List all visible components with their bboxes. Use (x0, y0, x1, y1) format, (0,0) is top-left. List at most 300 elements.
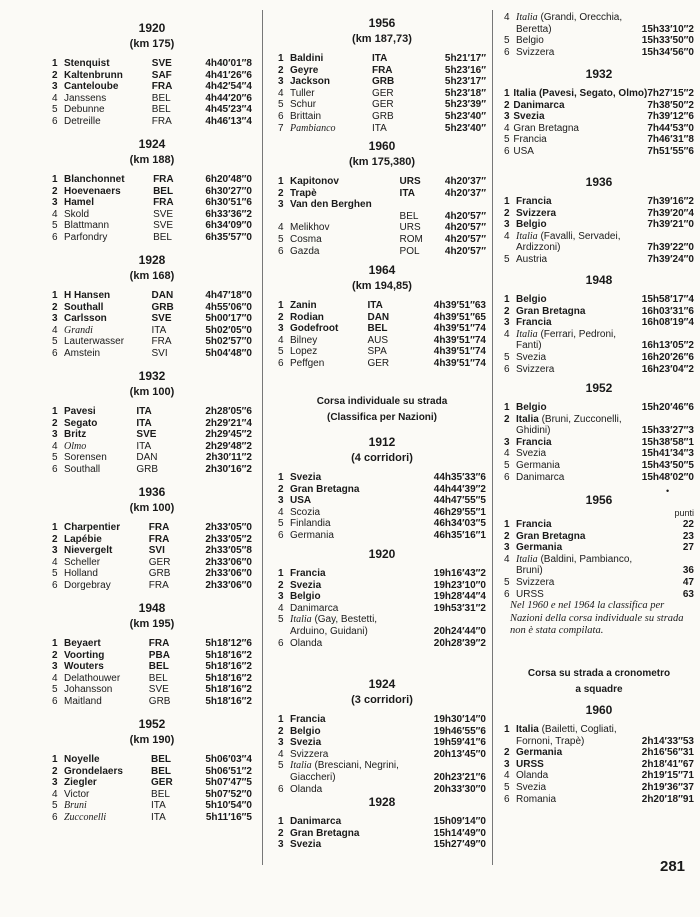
result-block (52, 252, 252, 360)
finish-time: 5h06′03″4 (205, 754, 252, 765)
section-subheading: a squadre (575, 684, 623, 695)
year-heading: 1932 (585, 67, 613, 81)
nation-code: BEL (153, 231, 172, 243)
position: 2 (278, 187, 284, 199)
finish-time: 15h41′34″3 (641, 448, 694, 460)
nation-code: AUS (367, 334, 389, 346)
finish-time: 16h23′04″2 (641, 363, 694, 375)
result-table (52, 754, 252, 824)
finish-time: 4h20′57″ (444, 233, 486, 245)
result-row (504, 519, 694, 531)
position: 2 (504, 305, 510, 317)
result-block (52, 136, 252, 244)
entry-name: Danimarca (516, 471, 565, 483)
entry-name-main: Italia (290, 614, 312, 626)
position: 4 (278, 506, 284, 518)
nation-code: GER (148, 556, 171, 568)
position: 2 (52, 69, 58, 81)
section-heading: Corsa individuale su strada (316, 396, 448, 407)
finish-time: 23 (682, 530, 694, 542)
result-row (52, 220, 252, 232)
finish-time: 7h38′50″2 (647, 99, 694, 111)
finish-time: 63 (682, 588, 694, 600)
position: 2 (278, 483, 284, 495)
result-row (278, 614, 486, 637)
distance-heading: (km 188) (129, 154, 175, 166)
finish-time: 4h39′51″65 (433, 311, 486, 323)
result-row (278, 495, 486, 507)
nation-code: URS (399, 222, 421, 234)
finish-time: 19h28′44″4 (433, 591, 486, 603)
result-block (52, 20, 252, 128)
result-row (278, 760, 486, 783)
position: 1 (52, 522, 58, 533)
nation-code: BEL (151, 788, 170, 800)
rider-name: Grandi (64, 324, 93, 336)
finish-time: 2h14′33″53 (641, 735, 694, 747)
rider-name: Segato (64, 417, 98, 429)
entry-name: Svezia (290, 472, 322, 483)
year-heading: 1952 (585, 381, 613, 395)
distance-heading: (km 194,85) (352, 280, 412, 292)
finish-time: 19h30′14″0 (433, 714, 486, 725)
result-table (504, 294, 694, 375)
result-row (278, 123, 486, 135)
position: 3 (504, 317, 510, 329)
nation-code: DAN (367, 311, 390, 323)
position: 5 (52, 452, 58, 464)
finish-time: 7h44′53″0 (647, 122, 694, 134)
position: 6 (504, 471, 510, 483)
points-label: punti (674, 508, 694, 518)
nation-code: ITA (399, 187, 415, 199)
result-row (52, 302, 252, 314)
rider-name: Noyelle (64, 754, 100, 765)
position: 5 (52, 568, 58, 580)
position: 3 (278, 839, 284, 851)
position: 5 (278, 760, 284, 772)
result-row (52, 93, 252, 105)
entry-name: Italia (Ferrari, Pedroni, Fanti) (516, 328, 617, 352)
position: 1 (278, 714, 284, 725)
result-table (504, 724, 694, 805)
position: 2 (52, 765, 58, 777)
position: 1 (278, 53, 284, 64)
nation-code: SVE (153, 208, 174, 220)
position: 1 (504, 88, 510, 99)
finish-time: 7h46′31″8 (647, 134, 694, 146)
position: 3 (504, 758, 510, 770)
finish-time: 4h55′06″0 (205, 301, 252, 313)
entry-name: Italia (Bailetti, Cogliati, Fornoni, Trapè) (516, 724, 617, 747)
position: 5 (278, 233, 284, 245)
nation-code: ITA (371, 53, 388, 64)
result-row (52, 464, 252, 476)
entry-name: Francia (513, 134, 547, 146)
position: 4 (52, 556, 58, 568)
entry-name: Svezia (516, 448, 547, 460)
position: 1 (278, 472, 284, 483)
nation-code: FRA (151, 336, 172, 348)
finish-time: 2h33′05″8 (205, 545, 252, 557)
nation-code: GRB (148, 695, 171, 707)
nation-code: FRA (148, 522, 170, 533)
position: 4 (504, 12, 510, 23)
finish-time: 2h33′05″0 (205, 522, 252, 533)
position: 1 (504, 724, 510, 735)
nation-code: SVI (148, 545, 165, 557)
finish-time: 4h20′57″ (444, 245, 486, 257)
finish-time: 44h47′55″5 (433, 495, 486, 507)
finish-time: 4h39′51″63 (433, 300, 486, 311)
nation-code: FRA (148, 533, 170, 545)
result-table (52, 290, 252, 360)
result-table (52, 174, 252, 244)
position: 2 (52, 533, 58, 545)
rider-name: Godefroot (290, 323, 339, 335)
year-heading: 1928 (138, 253, 166, 267)
finish-time: 19h53′31″2 (433, 602, 486, 614)
entry-name: Belgio (516, 35, 544, 47)
position: 3 (504, 436, 510, 448)
position: 5 (504, 351, 510, 363)
year-heading: 1920 (138, 21, 166, 35)
entry-name: Gran Bretagna (516, 305, 586, 317)
result-row (504, 472, 694, 484)
position: 5 (504, 253, 510, 265)
nation-code: BEL (399, 210, 419, 222)
rider-name: Grondelaers (64, 765, 123, 777)
rider-name: Maitland (64, 695, 102, 707)
finish-time: 4h39′51″74 (433, 323, 486, 335)
rider-name: Canteloube (64, 81, 119, 93)
entry-name: Francia (516, 196, 552, 207)
nation-code: FRA (153, 174, 174, 185)
rider-name: Southall (64, 463, 101, 475)
result-row (52, 534, 252, 546)
nation-code: BEL (151, 754, 172, 765)
nation-code: SVI (151, 347, 168, 359)
nation-code: GRB (148, 568, 171, 580)
position: 3 (52, 313, 58, 325)
position: 6 (52, 231, 58, 243)
year-heading: 1960 (368, 139, 396, 153)
result-block (52, 716, 252, 824)
position: 5 (52, 104, 58, 116)
position: 6 (52, 579, 58, 591)
result-row (52, 174, 252, 186)
entry-name: Svezia (516, 351, 547, 363)
rider-name: Pavesi (64, 406, 96, 417)
result-row (504, 414, 694, 437)
result-row (504, 460, 694, 472)
result-row (52, 70, 252, 82)
entry-name: Francia (516, 317, 552, 329)
finish-time: 2h33′06″0 (205, 568, 252, 580)
nation-code: FRA (153, 197, 174, 209)
entry-name: USA (290, 495, 312, 507)
result-row (278, 99, 486, 111)
position: 3 (52, 545, 58, 557)
result-row (504, 747, 694, 759)
finish-time: 20h24′44″0 (433, 625, 486, 637)
finish-time: 2h18′41″67 (641, 758, 694, 770)
position: 4 (504, 122, 510, 134)
distance-heading: (km 168) (129, 270, 175, 282)
result-table (504, 196, 694, 266)
entry-name: Danimarca (290, 816, 342, 827)
entry-name-main: Italia (290, 760, 312, 772)
position: 2 (278, 725, 284, 737)
position: 4 (278, 602, 284, 614)
finish-time: 15h20′46″6 (641, 402, 694, 413)
position: 4 (278, 748, 284, 760)
result-row (278, 737, 486, 749)
result-row (278, 335, 486, 347)
result-block (504, 380, 694, 483)
result-row (52, 58, 252, 70)
position: 5 (52, 800, 58, 812)
finish-time: 2h29′48″2 (205, 440, 252, 452)
year-heading: 1924 (138, 137, 166, 151)
result-table (504, 12, 694, 58)
nation-code: SPA (367, 346, 387, 358)
distance-heading: (km 195) (129, 618, 175, 630)
rider-name: Lopez (290, 346, 318, 358)
result-row (278, 246, 486, 258)
position: 6 (278, 637, 284, 649)
position: 1 (504, 196, 510, 207)
result-row (278, 234, 486, 246)
finish-time: 2h30′16″2 (205, 463, 252, 475)
finish-time: 27 (682, 542, 694, 554)
finish-time: 5h18′16″2 (205, 672, 252, 684)
finish-time: 20h13′45″0 (433, 748, 486, 760)
finish-time: 15h48′02″0 (641, 471, 694, 483)
finish-time: 5h00′17″0 (205, 313, 252, 325)
rider-name (290, 211, 400, 223)
position: 4 (504, 230, 510, 242)
nation-code: ROM (399, 233, 423, 245)
finish-time: 4h20′37″ (444, 176, 486, 187)
column-divider (492, 10, 493, 865)
nation-code: FRA (151, 115, 172, 127)
nation-code: BEL (148, 661, 169, 673)
rider-name: Hoevenaers (64, 185, 121, 197)
position: 3 (278, 76, 284, 88)
result-row (52, 429, 252, 441)
finish-time: 15h33′50″0 (641, 35, 694, 47)
result-row (52, 696, 252, 708)
finish-time: 4h39′51″74 (433, 346, 486, 358)
position: 4 (504, 770, 510, 782)
position (278, 211, 290, 223)
position: 2 (504, 530, 510, 542)
entry-name: Svezia (290, 737, 322, 749)
nation-code: BEL (153, 185, 174, 197)
finish-time: 44h44′39″2 (433, 483, 486, 495)
entry-name: Belgio (290, 725, 321, 737)
finish-time: 15h34′56″0 (641, 46, 694, 58)
distance-heading: (km 175,380) (348, 156, 416, 168)
position: 1 (278, 176, 284, 187)
position: 3 (52, 429, 58, 441)
rider-name: Jackson (290, 76, 331, 88)
finish-time: 2h16′56″31 (641, 747, 694, 759)
position: 1 (52, 638, 58, 649)
rider-name: Wouters (64, 661, 104, 673)
position: 2 (278, 311, 284, 323)
entry-name: Francia (290, 714, 326, 725)
result-table (278, 714, 486, 795)
result-block (278, 262, 486, 370)
position: 2 (52, 649, 58, 661)
result-row (278, 839, 486, 851)
rider-name: Charpentier (64, 522, 121, 533)
finish-time: 7h39′20″4 (647, 207, 694, 219)
finish-time: 5h02′05″0 (205, 324, 252, 336)
entry-name: Francia (290, 568, 326, 579)
nation-code: SAF (151, 69, 172, 81)
rider-name: Victor (64, 788, 90, 800)
rider-name: Zucconelli (64, 811, 107, 823)
distance-heading: (km 100) (129, 502, 175, 514)
finish-time: 46h35′16″1 (433, 529, 486, 541)
rider-name: Blanchonnet (64, 174, 125, 185)
rider-name: Blattmann (64, 220, 110, 232)
result-row (278, 530, 486, 542)
nation-code: FRA (148, 638, 170, 649)
entry-name-main: Italia (516, 724, 539, 735)
position: 6 (278, 357, 284, 369)
result-row (278, 507, 486, 519)
position: 3 (52, 777, 58, 789)
rider-name: Peffgen (290, 357, 325, 369)
position: 2 (504, 99, 510, 111)
entry-name: Italia (Bresciani, Negrini, Giaccheri) (290, 760, 399, 783)
result-row (52, 638, 252, 650)
result-row (504, 231, 694, 254)
finish-time: 2h29′45″2 (205, 429, 252, 441)
position: 2 (52, 185, 58, 197)
position: 1 (52, 174, 58, 185)
position: 1 (52, 406, 58, 417)
result-row (504, 402, 694, 414)
nation-code: SVE (153, 220, 174, 232)
finish-time: 5h21′17″ (444, 53, 486, 64)
finish-time: 7h39′21″0 (647, 219, 694, 231)
position: 6 (52, 695, 58, 707)
result-row (278, 111, 486, 123)
position: 4 (52, 440, 58, 452)
position: 4 (504, 553, 510, 565)
finish-time: 7h51′55″6 (647, 145, 694, 157)
rider-name: Beyaert (64, 638, 101, 649)
result-row (278, 518, 486, 530)
entry-name: Gran Bretagna (513, 122, 579, 134)
position: 4 (278, 334, 284, 346)
rider-name: Lapébie (64, 533, 102, 545)
entry-name: Gran Bretagna (290, 827, 360, 839)
position: 5 (504, 35, 510, 47)
finish-time: 44h35′33″6 (433, 472, 486, 483)
entry-name: Finlandia (290, 518, 331, 530)
result-block (504, 272, 694, 375)
nation-code: GER (151, 777, 173, 789)
result-table (504, 88, 694, 158)
result-row (504, 146, 694, 158)
year-heading: 1928 (368, 795, 396, 809)
finish-time: 4h40′01″8 (205, 58, 252, 69)
rider-name: Skold (64, 208, 90, 220)
rider-name: Schur (290, 99, 317, 111)
year-heading: 1956 (585, 493, 613, 507)
finish-time: 7h39′12″6 (647, 111, 694, 123)
nation-code: PBA (148, 649, 170, 661)
finish-time: 15h33′10″2 (641, 23, 694, 35)
finish-time: 36 (682, 565, 694, 577)
result-row (278, 591, 486, 603)
year-heading: 1948 (138, 601, 166, 615)
result-table (504, 402, 694, 483)
result-table (278, 300, 486, 370)
result-row (52, 452, 252, 464)
position: 4 (52, 788, 58, 800)
finish-time: 5h23′16″ (444, 64, 486, 76)
entry-name: Danimarca (513, 99, 565, 111)
rider-name: Kaltenbrunn (64, 69, 123, 81)
position: 2 (504, 207, 510, 219)
finish-time: 4h41′26″6 (205, 69, 252, 81)
result-row (504, 364, 694, 376)
entry-name: Belgio (516, 294, 547, 305)
finish-time: 6h30′51″6 (205, 197, 252, 209)
result-row (52, 81, 252, 93)
entry-name: Italia (Pavesi, Segato, Olmo) (513, 88, 648, 99)
rider-name: Melikhov (290, 222, 330, 234)
position: 2 (52, 301, 58, 313)
result-block (504, 12, 694, 58)
result-row (278, 188, 486, 200)
entry-name-main: Italia (516, 12, 538, 23)
finish-time: 7h27′15″2 (647, 88, 694, 99)
result-row (278, 222, 486, 234)
result-row (52, 418, 252, 430)
finish-time: 15h43′50″5 (641, 459, 694, 471)
nation-code: BEL (367, 323, 388, 335)
entry-name: Svizzera (516, 207, 557, 219)
position: 4 (52, 672, 58, 684)
rider-name: Sorensen (64, 452, 107, 464)
year-heading: 1936 (585, 175, 613, 189)
result-block (52, 484, 252, 592)
nation-code: SVE (136, 429, 157, 441)
result-row (52, 406, 252, 418)
result-row (52, 209, 252, 221)
nation-code: BEL (151, 104, 171, 116)
nation-code: ITA (151, 811, 166, 823)
position: 7 (278, 122, 284, 134)
result-row (52, 336, 252, 348)
finish-time: 2h28′05″6 (205, 406, 252, 417)
position: 3 (278, 495, 284, 507)
rider-name: Brittain (290, 110, 322, 122)
finish-time: 19h23′10″0 (433, 579, 486, 591)
result-row (504, 531, 694, 543)
rider-name: Detreille (64, 115, 101, 127)
nation-code: BEL (151, 92, 171, 104)
rider-name: Britz (64, 429, 87, 441)
